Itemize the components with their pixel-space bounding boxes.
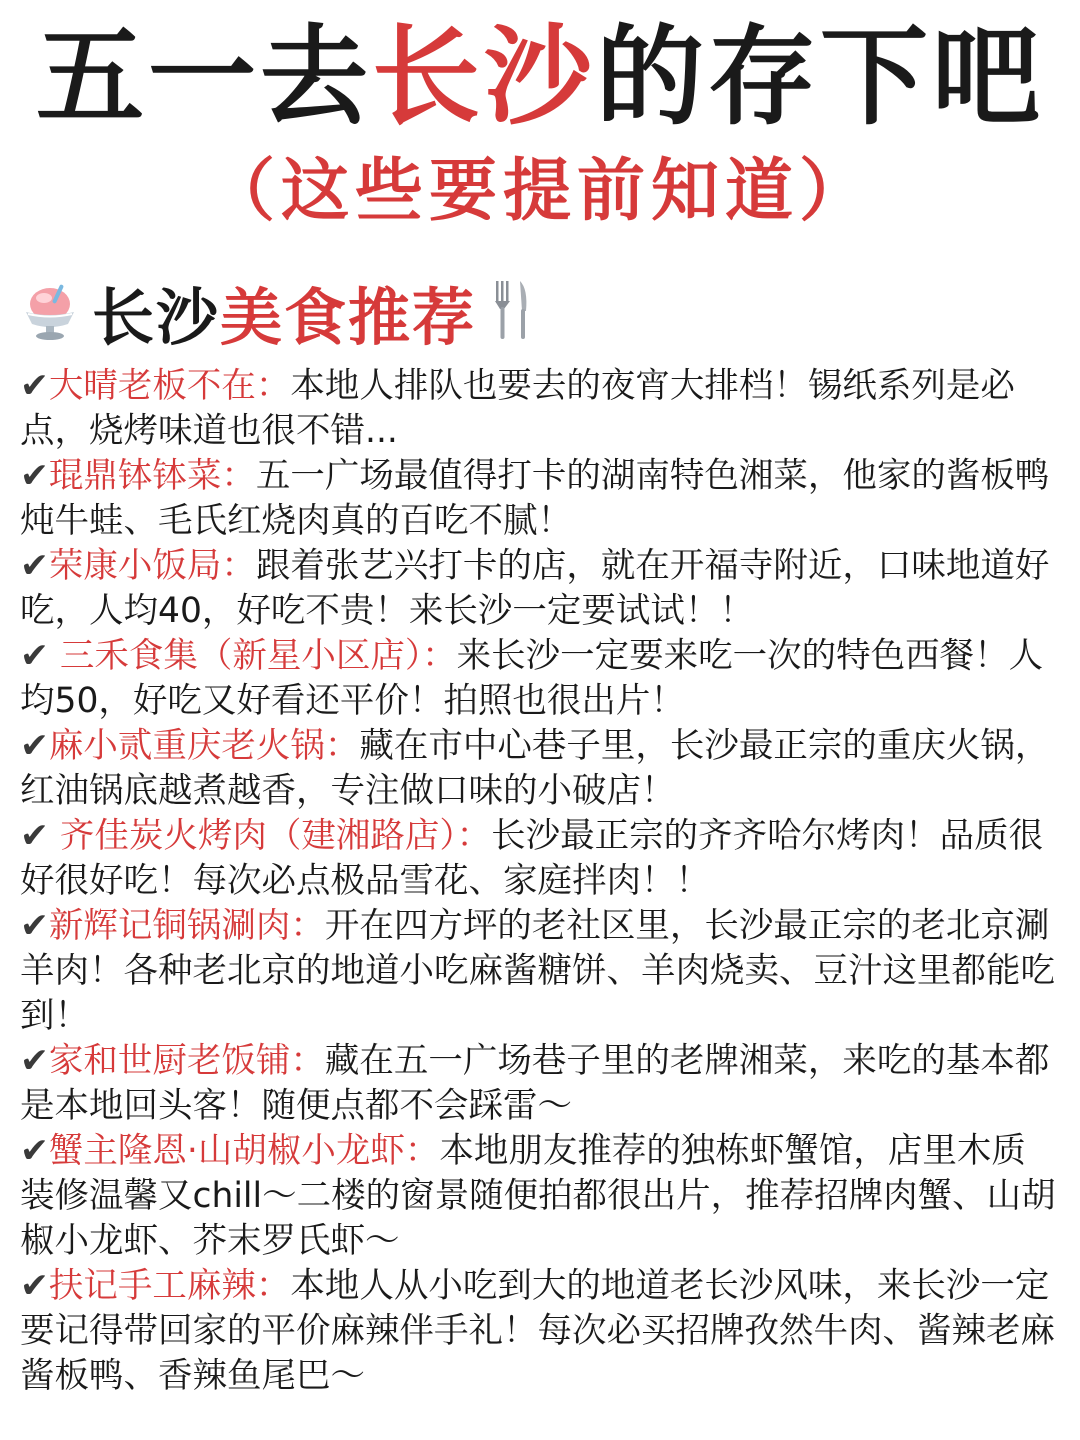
check-icon: ✔ xyxy=(20,546,49,586)
check-icon: ✔ xyxy=(20,906,49,946)
subtitle: （这些要提前知道） xyxy=(206,152,873,231)
title-highlight: 长沙 xyxy=(371,15,596,140)
restaurant-desc: 本地朋友推荐的独栋虾蟹馆，店里木质装修温馨又chill～二楼的窗景随便拍都很出片，推荐招牌肉蟹、山胡椒小龙虾、芥末罗氏虾～ xyxy=(20,1131,1056,1261)
list-item xyxy=(20,904,1056,1039)
restaurant-name: 蟹主隆恩·山胡椒小龙虾： xyxy=(48,1131,440,1171)
check-icon: ✔ xyxy=(20,456,49,496)
restaurant-name: 琨鼎钵钵菜： xyxy=(48,456,256,496)
restaurant-desc: 来长沙一定要来吃一次的特色西餐！人均50，好吃又好看还平价！拍照也很出片！ xyxy=(20,636,1044,721)
restaurant-name: 麻小贰重庆老火锅： xyxy=(48,726,360,766)
fork-knife-icon xyxy=(490,277,534,347)
restaurant-name: 大晴老板不在： xyxy=(48,366,291,406)
restaurant-name: 新辉记铜锅涮肉： xyxy=(48,906,325,946)
section-heading xyxy=(18,272,534,352)
restaurant-desc: 五一广场最值得打卡的湖南特色湘菜，他家的酱板鸭炖牛蛙、毛氏红烧肉真的百吃不腻！ xyxy=(20,456,1050,541)
section-title-highlight: 美食推荐 xyxy=(220,280,477,354)
restaurant-desc: 本地人从小吃到大的地道老长沙风味，来长沙一定要记得带回家的平价麻辣伴手礼！每次必买招牌孜然牛肉、酱辣老麻酱板鸭、香辣鱼尾巴～ xyxy=(20,1266,1055,1396)
list-item xyxy=(20,544,1056,634)
list-item xyxy=(20,1039,1056,1129)
list-item xyxy=(20,454,1056,544)
check-icon: ✔ xyxy=(20,636,49,676)
check-icon: ✔ xyxy=(20,816,49,856)
title-part2: 的存下吧 xyxy=(596,15,1045,140)
section-title-prefix: 长沙 xyxy=(92,280,221,354)
restaurant-desc: 开在四方坪的老社区里，长沙最正宗的老北京涮羊肉！各种老北京的地道小吃麻酱糖饼、羊肉烧卖、豆汁这里都能吃到！ xyxy=(20,906,1055,1036)
list-item xyxy=(20,634,1056,724)
restaurant-name: 荣康小饭局： xyxy=(48,546,256,586)
check-icon: ✔ xyxy=(20,1041,49,1081)
list-item xyxy=(20,1129,1056,1264)
check-icon: ✔ xyxy=(20,1266,49,1306)
restaurant-name: 齐佳炭火烤肉（建湘路店）： xyxy=(48,816,492,856)
restaurant-desc: 长沙最正宗的齐齐哈尔烤肉！品质很好很好吃！每次必点极品雪花、家庭拌肉！！ xyxy=(20,816,1044,901)
page-title xyxy=(0,15,1080,140)
list-item xyxy=(20,1264,1056,1399)
food-list xyxy=(20,364,1056,1399)
restaurant-name: 三禾食集（新星小区店）： xyxy=(48,636,457,676)
shaved-ice-icon xyxy=(18,278,82,346)
check-icon: ✔ xyxy=(20,1131,49,1171)
list-item xyxy=(20,814,1056,904)
list-item xyxy=(20,724,1056,814)
check-icon: ✔ xyxy=(20,726,49,766)
title-part1: 五一去 xyxy=(35,15,372,140)
list-item xyxy=(20,364,1056,454)
restaurant-name: 家和世厨老饭铺： xyxy=(48,1041,325,1081)
check-icon: ✔ xyxy=(20,366,49,406)
restaurant-desc: 藏在市中心巷子里，长沙最正宗的重庆火锅，红油锅底越煮越香，专注做口味的小破店！ xyxy=(20,726,1050,811)
restaurant-desc: 本地人排队也要去的夜宵大排档！锡纸系列是必点，烧烤味道也很不错... xyxy=(20,366,1015,451)
restaurant-name: 扶记手工麻辣： xyxy=(48,1266,291,1306)
restaurant-desc: 藏在五一广场巷子里的老牌湘菜，来吃的基本都是本地回头客！随便点都不会踩雷～ xyxy=(20,1041,1050,1126)
section-title xyxy=(92,268,476,357)
restaurant-desc: 跟着张艺兴打卡的店，就在开福寺附近，口味地道好吃，人均40，好吃不贵！来长沙一定要试试！！ xyxy=(20,546,1050,631)
